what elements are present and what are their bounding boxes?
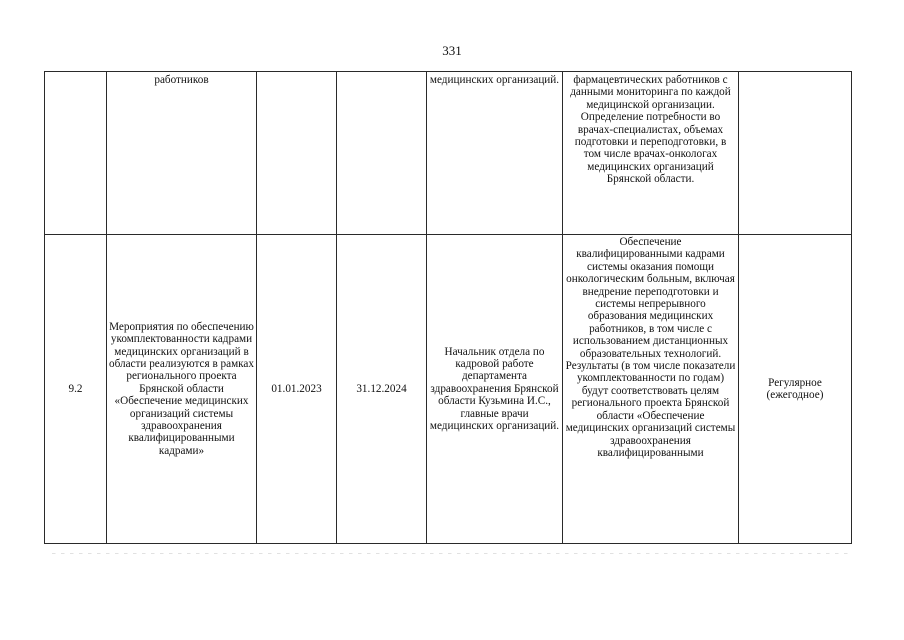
cell-start-date: 01.01.2023 xyxy=(257,235,337,544)
cell-activity-name: Мероприятия по обеспечению укомплектованности кадрами медицинских организаций в области реализуются в рамках регионального проекта Брянской области «Обеспечение медицинских организаций системы здравоохранения квалифицированными кадрами» xyxy=(107,235,257,544)
cell-periodicity xyxy=(739,72,852,235)
cell-end-date xyxy=(337,72,427,235)
cell-activity-name: работников xyxy=(107,72,257,235)
cell-responsible: Начальник отдела по кадровой работе департамента здравоохранения Брянской области Кузьмина И.С., главные врачи медицинских организаций. xyxy=(427,235,563,544)
cell-result: фармацевтических работников с данными мониторинга по каждой медицинской организации. Определение потребности во врачах-специалистах, объемах подготовки и переподготовки, в том числе врачах-онкологах медицинских организаций Брянской области. xyxy=(563,72,739,235)
table-row-9-2 xyxy=(45,235,852,544)
table-row-continued xyxy=(45,72,852,235)
cell-periodicity: Регулярное (ежегодное) xyxy=(739,235,852,544)
scan-artifact-line xyxy=(52,553,852,554)
cell-start-date xyxy=(257,72,337,235)
cell-result: Обеспечение квалифицированными кадрами системы оказания помощи онкологическим больным, включая внедрение переподготовки и системы непрерывного образования медицинских работников, в том числе с использованием дистанционных образовательных технологий. Результаты (в том числе показатели укомплектованности по годам) будут соответствовать целям регионального проекта Брянской области «Обеспечение медицинских организаций системы здравоохранения квалифицированными xyxy=(563,235,739,544)
activity-plan-table xyxy=(44,71,852,544)
cell-number: 9.2 xyxy=(45,235,107,544)
cell-responsible: медицинских организаций. xyxy=(427,72,563,235)
page-number: 331 xyxy=(442,43,462,58)
cell-end-date: 31.12.2024 xyxy=(337,235,427,544)
cell-number xyxy=(45,72,107,235)
